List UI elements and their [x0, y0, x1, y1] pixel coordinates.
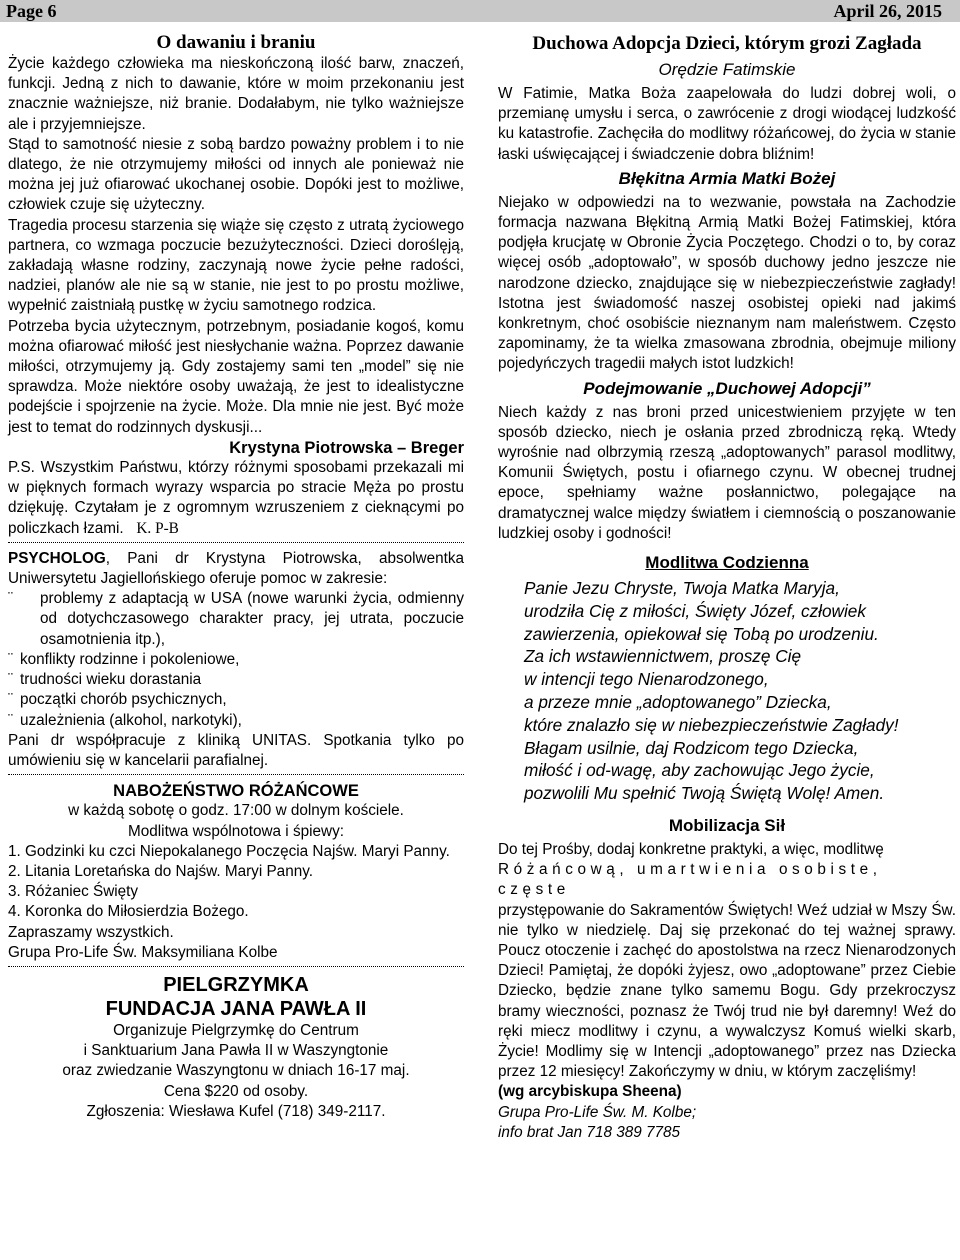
list-item: [8, 589, 464, 650]
list-item-label: uzależnienia (alkohol, narkotyki),: [20, 711, 242, 729]
paragraph: Tragedia procesu starzenia się wiąże się często z utratą życiowego partnera, co wzmaga poczucie bezużyteczności. Dzieci doroślęją, zakładają własne rodziny, zaczynają nowe życie pełne radości, nadziei, planów ale nie są w stanie, nie jest to po prostu możliwe, wypełnić zaistniałą pustkę w życiu samotnego rodzica.: [8, 216, 464, 315]
contact-info: info brat Jan 718 389 7785: [498, 1123, 681, 1141]
rosary-item: 1. Godzinki ku czci Niepokalanego Poczęcia Najśw. Maryi Panny.: [8, 842, 450, 860]
bullet-icon: ¨: [8, 590, 14, 608]
pilgrimage-line: oraz zwiedzanie Waszyngtonu w dniach 16-17 maj.: [62, 1062, 410, 1080]
group-credit: Grupa Pro-Life Św. M. Kolbe;: [498, 1103, 697, 1121]
list-item-label: początki chorób psychicznych,: [20, 691, 227, 709]
rosary-invite: Zapraszamy wszystkich.: [8, 923, 174, 941]
prayer-line: w intencji tego Nienarodzonego,: [524, 669, 769, 690]
prayer-line: a przeze mnie „adoptowanego” Dziecka,: [524, 692, 832, 713]
paragraph: Potrzeba bycia użytecznym, potrzebnym, posiadanie kogoś, komu można ofiarować miłość jest niesłychanie ważna. Poprzez dawanie miłości, otrzymujemy ją. Gdy zostajemy sami ten „model” się nie sprawdza. Może niektóre osoby uważają, że jest to idealistyczne podejście i spojrzenie na życie. Może. Dla mnie nie jest. Być może jest to temat do rodzinnych dyskusji...: [8, 317, 464, 436]
prayer-line: pozwolili Mu spełnić Twoją Świętą Wolę! Amen.: [524, 783, 885, 804]
left-column: [8, 32, 464, 1122]
paragraph: Stąd to samotność niesie z sobą bardzo poważny problem i to nie dlatego, że nie otrzymujemy miłości od innych ale ponieważ nie można jej już ofiarować ukochanej osobie. Dopóki jest to możliwe, człowiek czuje się użyteczny.: [8, 135, 464, 214]
list-item: [8, 650, 464, 670]
prayer-line: zawierzenia, opiekował się Tobą po urodzeniu.: [524, 623, 879, 644]
prayer-line: które znalazło się w niebezpieczeństwie Zagłady!: [524, 714, 899, 735]
rosary-title: NABOŻEŃSTWO RÓŻAŃCOWE: [113, 782, 359, 801]
list-item-label: konflikty rodzinne i pokoleniowe,: [20, 650, 240, 668]
heading-fatima: Orędzie Fatimskie: [658, 60, 796, 79]
paragraph: Do tej Prośby, dodaj konkretne praktyki, a więc, modlitwę: [498, 841, 884, 859]
rosary-item: 3. Różaniec Święty: [8, 883, 139, 901]
heading-mobilization: Mobilizacja Sił: [668, 816, 786, 836]
right-column: [498, 32, 956, 1143]
pilgrimage-line: Organizuje Pielgrzymkę do Centrum: [113, 1021, 359, 1039]
rosary-subtitle: Modlitwa wspólnotowa i śpiewy:: [128, 822, 344, 840]
daily-prayer: [498, 577, 956, 805]
list-item: [8, 690, 464, 710]
list-item-label: trudności wieku dorastania: [20, 671, 202, 689]
issue-date: April 26, 2015: [833, 1, 942, 21]
pilgrimage-line: i Sanktuarium Jana Pawła II w Waszyngtonie: [83, 1042, 389, 1060]
pilgrimage-title: PIELGRZYMKA: [163, 973, 309, 996]
pilgrimage-foundation: FUNDACJA JANA PAWŁA II: [105, 997, 367, 1020]
psychologist-closing: Pani dr współpracuje z kliniką UNITAS. Spotkania tylko po umówieniu się w kancelarii parafialnej.: [8, 731, 464, 769]
prayer-line: miłość i od-wagę, aby zachowując Jego życie,: [524, 760, 875, 781]
source-note: (wg arcybiskupa Sheena): [498, 1083, 682, 1101]
paragraph-spaced: Różańcową, umartwienia osobiste, częste: [498, 861, 882, 899]
pilgrimage-price: Cena $220 od osoby.: [163, 1082, 309, 1100]
bullet-icon: ¨: [8, 671, 14, 689]
paragraph: przystępowanie do Sakramentów Świętych! Weź udział w Mszy Św. nie tylko w niedzielę. Daj się przekonać do tej ważnej sprawy. Poucz otoczenie i zachęć do apostolstwa na rzecz Nienarodzonych Dzieci! Pamiętaj, że dopóki żyjesz, owo „adoptowane” przez Ciebie Dziecko, będzie znane tylko samemu Bogu. Gdy przekroczysz bramy wieczności, poznasz że Twój trud nie był daremny! Weź do ręki miecz modlitwy i czynu, a wywalczysz Komuś wielki skarb, Życie! Modlimy się w Intencji „adoptowanego” przez nas Dziecka przez 12 miesięcy! Zakończymy w dniu, w którym zaczęliśmy!: [498, 901, 956, 1081]
bullet-icon: ¨: [8, 650, 14, 668]
article-title-giving: O dawaniu i braniu: [156, 32, 316, 53]
list-item: [8, 711, 464, 731]
heading-daily-prayer: Modlitwa Codzienna: [645, 553, 809, 573]
bullet-icon: ¨: [8, 691, 14, 709]
paragraph: Życie każdego człowieka ma nieskończoną ilość barw, znaczeń, funkcji. Jedną z nich to dawanie, które w moim przekonaniu jest znacznie ważniejsze, niż branie. Dodałabym, nie tylko ważniejsze ale i przyjemniejsze.: [8, 55, 464, 133]
bullet-icon: ¨: [8, 711, 14, 729]
paragraph: Niejako w odpowiedzi na to wezwanie, powstała na Zachodzie formacja nazwana Błękitną Armią Matki Bożej Fatimskiej, która podjęła krucjatę w Obronie Życia Poczętego. Chodzi o to, by coraz więcej osób „adoptowało”, w sposób duchowy jedno jeszcze nie narodzone dziecko, znajdujące się w niebezpieczeństwie zagłady! Istotna jest świadomość naszej osobistej opieki nad jakimś konkretnym, choć osobiście nieznanym nam maleństwem. Często zapominamy, że ta wielka zmasowana zbrodnia, obejmuje miliony pojedyńczych tragedii małych istot ludzkich!: [498, 193, 956, 373]
psychologist-intro-text: , Pani dr Krystyna Piotrowska, absolwentka Uniwersytetu Jagiellońskiego oferuje pomoc w zakresie:: [8, 549, 464, 588]
divider: [8, 774, 464, 775]
divider: [8, 966, 464, 967]
list-item-text: [20, 589, 464, 650]
prayer-line: Błagam usilnie, daj Rodzicom tego Dziecka,: [524, 737, 859, 758]
adoption-title: Duchowa Adopcja Dzieci, którym grozi Zagłada: [532, 33, 922, 54]
prayer-line: urodziła Cię z miłości, Święty Józef, człowiek: [524, 600, 866, 621]
postscript-text: P.S. Wszystkim Państwu, którzy różnymi sposobami przekazali mi w pięknych formach wyrazy wsparcia po stracie Męża po prostu dziękuję. Czytałam je z ogromnym wzruszeniem z cieknącymi po policzkach łzami.: [8, 459, 464, 537]
rosary-group: Grupa Pro-Life Św. Maksymiliana Kolbe: [8, 943, 278, 961]
psychologist-heading: PSYCHOLOG: [8, 549, 106, 567]
rosary-item: 4. Koronka do Miłosierdzia Bożego.: [8, 903, 249, 921]
rosary-item: 2. Litania Loretańska do Najśw. Maryi Panny.: [8, 862, 313, 880]
page-number: Page 6: [6, 1, 57, 21]
prayer-line: Panie Jezu Chryste, Twoja Matka Maryja,: [524, 578, 840, 599]
paragraph: W Fatimie, Matka Boża zaapelowała do ludzi dobrej woli, o przemianę umysłu i serca, o zawrócenie z drogi wiodącej ludzkość ku katastrofie. Zachęciła do modlitwy różańcowej, do życia w stanie łaski uświęcającej i świadczenie dobra bliźnim!: [498, 85, 956, 163]
author-initials: K. P-B: [136, 519, 179, 537]
prayer-line: Za ich wstawiennictwem, proszę Cię: [524, 646, 802, 667]
pilgrimage-contact: Zgłoszenia: Wiesława Kufel (718) 349-2117.: [86, 1102, 386, 1120]
divider: [8, 542, 464, 543]
heading-blue-army: Błękitna Armia Matki Bożej: [618, 168, 836, 188]
list-item-label: problemy z adaptacją w USA (nowe warunki życia, odmienny od dotychczasowego charakter pracy, jej utrata, poczucie osamotnienia itp.),: [40, 590, 464, 648]
psychologist-intro: [8, 549, 464, 589]
paragraph: Niech każdy z nas broni przed unicestwieniem przyjęte w ten sposób dziecko, niech je osłania przed zbrodniczą ręką. Wtedy wyrośnie nad olbrzymią rzeszą „adoptowanych” parasol modlitwy, Komunii Świętych, postu i ofiarnego czynu. W obecnej trudnej epoce, spełniamy ważne posłannictwo, polegające na dramatycznej walce między światłem i ciemnością o poszanowanie ludzkiej osoby i godności!: [498, 403, 956, 542]
rosary-schedule: w każdą sobotę o godz. 17:00 w dolnym kościele.: [68, 802, 404, 820]
list-item: [8, 670, 464, 690]
postscript: [8, 458, 464, 539]
author-signature: Krystyna Piotrowska – Breger: [229, 438, 464, 457]
heading-adoption: Podejmowanie „Duchowej Adopcji”: [583, 378, 871, 398]
page-header: [0, 0, 960, 22]
